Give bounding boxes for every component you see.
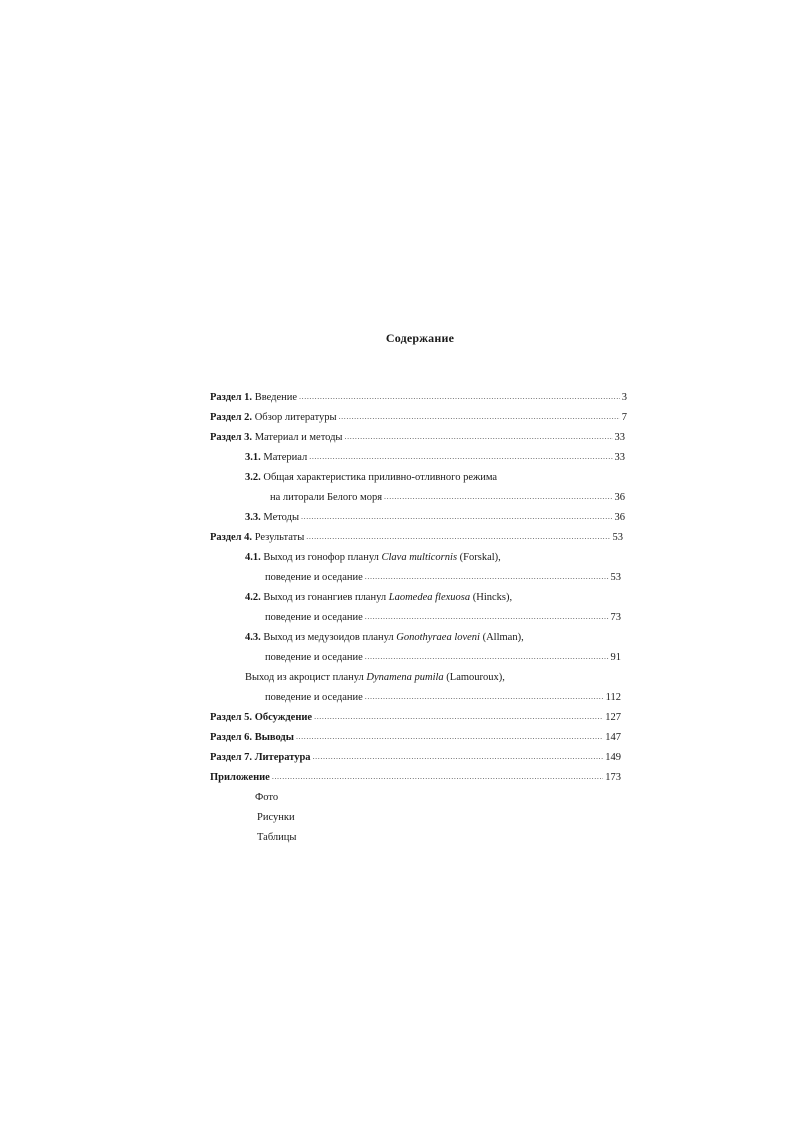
toc-entry-title: Выход из гонофор планул — [263, 552, 382, 563]
toc-entry-section-2[interactable] — [210, 411, 627, 425]
toc-entry-number: 4.2. — [245, 592, 261, 603]
toc-entry-number: 3.3. — [245, 512, 261, 523]
toc-entry-page: 173 — [605, 772, 621, 783]
leader-dots — [309, 450, 612, 464]
toc-entry-title: Литература — [254, 752, 311, 763]
toc-entry-3-1[interactable] — [245, 451, 625, 465]
toc-entry-4-4-continued[interactable] — [265, 691, 621, 705]
toc-entry-4-3[interactable] — [245, 631, 524, 645]
leader-dots — [306, 530, 610, 544]
leader-dots — [314, 710, 603, 724]
leader-dots — [345, 430, 613, 444]
toc-entry-title: Выход из гонангиев планул — [263, 592, 389, 603]
toc-entry-author: (Lamouroux), — [443, 672, 505, 683]
toc-entry-title: Обсуждение — [254, 712, 313, 723]
toc-entry-number: 3.1. — [245, 452, 261, 463]
toc-entry-number: 3.2. — [245, 472, 261, 483]
leader-dots — [365, 570, 609, 584]
toc-entry-title: Методы — [263, 512, 300, 523]
toc-entry-number: Раздел 7. — [210, 752, 253, 763]
toc-entry-title: поведение и оседание — [265, 692, 363, 703]
toc-entry-number: Раздел 6. — [210, 732, 253, 743]
toc-entry-number: Раздел 2. — [210, 412, 253, 423]
toc-entry-title: на литорали Белого моря — [270, 492, 383, 503]
toc-entry-page: 91 — [610, 652, 621, 663]
toc-entry-title: Выводы — [254, 732, 294, 743]
toc-entry-number: Раздел 5. — [210, 712, 253, 723]
toc-entry-page: 3 — [621, 392, 627, 403]
toc-entry-number: Раздел 1. — [210, 392, 253, 403]
toc-entry-page: 53 — [610, 572, 621, 583]
toc-entry-title: Приложение — [210, 772, 270, 783]
leader-dots — [301, 510, 612, 524]
toc-entry-appendix[interactable] — [210, 771, 621, 785]
toc-entry-title: Общая характеристика приливно-отливного режима — [263, 472, 498, 483]
toc-entry-page: 36 — [614, 492, 625, 503]
toc-entry-page: 7 — [621, 412, 627, 423]
toc-entry-title: поведение и оседание — [265, 652, 363, 663]
toc-entry-4-3-continued[interactable] — [265, 651, 621, 665]
toc-entry-section-1[interactable] — [210, 391, 627, 405]
toc-entry-section-7[interactable] — [210, 751, 621, 765]
species-name: Laomedea flexuosa — [388, 592, 471, 603]
toc-entry-4-1[interactable] — [245, 551, 501, 565]
leader-dots — [299, 390, 620, 404]
leader-dots — [365, 610, 609, 624]
leader-dots — [384, 490, 612, 504]
leader-dots — [339, 410, 620, 424]
toc-entry-section-6[interactable] — [210, 731, 621, 745]
toc-entry-number: 4.3. — [245, 632, 261, 643]
toc-entry-3-2-continued[interactable] — [270, 491, 625, 505]
toc-entry-number: Раздел 3. — [210, 432, 253, 443]
toc-entry-page: 149 — [605, 752, 621, 763]
toc-entry-title: поведение и оседание — [265, 572, 363, 583]
toc-entry-section-4[interactable] — [210, 531, 623, 545]
toc-entry-page: 127 — [605, 712, 621, 723]
leader-dots — [365, 650, 609, 664]
leader-dots — [272, 770, 603, 784]
toc-entry-title: Выход из медузоидов планул — [263, 632, 397, 643]
toc-appendix-item-tables[interactable]: Таблицы — [257, 832, 297, 843]
toc-entry-page: 53 — [612, 532, 623, 543]
toc-entry-4-4[interactable] — [245, 671, 505, 685]
toc-entry-number: 4.1. — [245, 552, 261, 563]
toc-entry-title: Материал и методы — [254, 432, 343, 443]
toc-entry-title: Результаты — [254, 532, 305, 543]
toc-appendix-item-figures[interactable]: Рисунки — [257, 812, 295, 823]
toc-entry-4-2[interactable] — [245, 591, 512, 605]
toc-entry-title: Выход из акроцист планул — [245, 672, 367, 683]
leader-dots — [365, 690, 604, 704]
toc-entry-page: 33 — [614, 452, 625, 463]
toc-entry-title: поведение и оседание — [265, 612, 363, 623]
toc-entry-title: Введение — [254, 392, 298, 403]
toc-entry-page: 36 — [614, 512, 625, 523]
toc-entry-3-2[interactable] — [245, 471, 497, 485]
toc-entry-number: Раздел 4. — [210, 532, 253, 543]
toc-entry-page: 147 — [605, 732, 621, 743]
toc-entry-author: (Allman), — [479, 632, 524, 643]
toc-entry-title: Обзор литературы — [254, 412, 337, 423]
species-name: Clava multicornis — [381, 552, 458, 563]
toc-entry-page: 33 — [614, 432, 625, 443]
species-name: Gonothyraea loveni — [396, 632, 480, 643]
toc-entry-title: Материал — [263, 452, 308, 463]
toc-entry-section-5[interactable] — [210, 711, 621, 725]
toc-entry-section-3[interactable] — [210, 431, 625, 445]
species-name: Dynamena pumila — [366, 672, 444, 683]
toc-entry-4-2-continued[interactable] — [265, 611, 621, 625]
toc-appendix-item-photo[interactable]: Фото — [255, 792, 279, 803]
toc-entry-page: 112 — [605, 692, 621, 703]
toc-entry-author: (Forskal), — [457, 552, 501, 563]
toc-entry-author: (Hincks), — [470, 592, 513, 603]
toc-entry-3-3[interactable] — [245, 511, 625, 525]
leader-dots — [296, 730, 603, 744]
toc-entry-page: 73 — [610, 612, 621, 623]
page-title: Содержание — [385, 331, 455, 345]
leader-dots — [313, 750, 604, 764]
toc-entry-4-1-continued[interactable] — [265, 571, 621, 585]
